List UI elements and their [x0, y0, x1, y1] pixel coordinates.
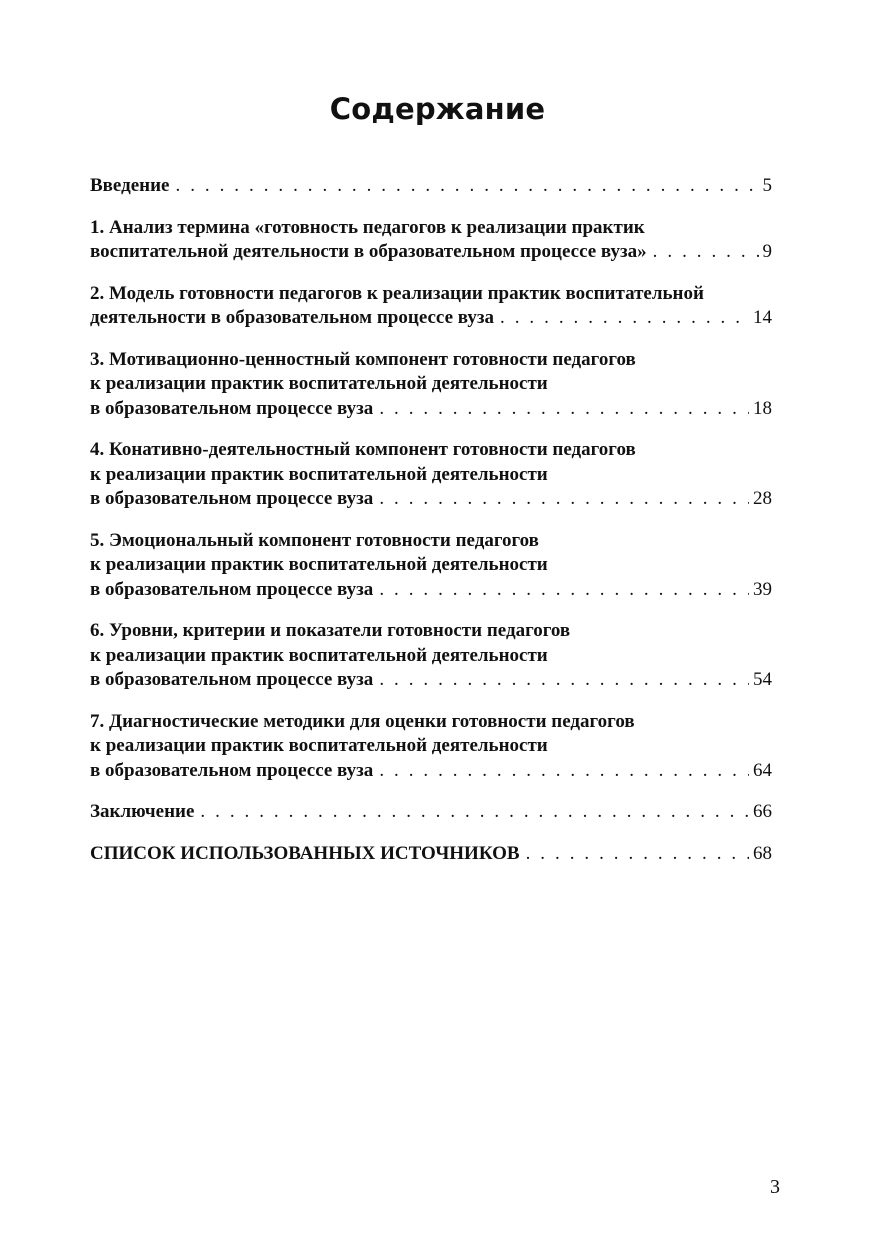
toc-entry-title: в образовательном процессе вуза [90, 488, 374, 509]
toc-page-number: 39 [753, 578, 772, 600]
toc-entry-line: к реализации практик воспитательной деятельности [90, 463, 548, 485]
toc-entry-last-line [90, 174, 772, 199]
toc-entry-references[interactable] [90, 842, 772, 867]
toc-entry-title: в образовательном процессе вуза [90, 669, 374, 690]
toc-entry-title: в образовательном процессе вуза [90, 578, 374, 600]
toc-entry-line: к реализации практик воспитательной деятельности [90, 644, 548, 666]
toc-entry-title: воспитательной деятельности в образовательном процессе вуза» [90, 241, 647, 262]
toc-entry-title: Заключение [90, 801, 195, 822]
toc-entry-title: в образовательном процессе вуза [90, 397, 374, 419]
toc-entry-chapter-7[interactable] [90, 710, 772, 784]
toc-entry-chapter-2[interactable] [90, 282, 772, 331]
toc-entry-last-line [90, 487, 772, 512]
toc-entry-line: 2. Модель готовности педагогов к реализации практик воспитательной [90, 282, 704, 304]
toc-leader-dots [379, 668, 749, 693]
toc-entry-line: 7. Диагностические методики для оценки готовности педагогов [90, 710, 635, 732]
toc-entry-last-line [90, 800, 772, 825]
toc-entry-last-line [90, 240, 772, 265]
toc-entry-introduction[interactable] [90, 174, 772, 199]
page-title: Содержание [329, 92, 546, 126]
toc-entry-line: к реализации практик воспитательной деятельности [90, 735, 548, 756]
toc-leader-dots [200, 800, 749, 825]
toc-leader-dots [379, 578, 749, 603]
toc-entry-last-line [90, 759, 772, 784]
page-number: 3 [770, 1176, 780, 1198]
toc-entry-last-line [90, 842, 772, 867]
toc-entry-last-line [90, 306, 772, 331]
toc-leader-dots [379, 397, 749, 422]
toc-entry-conclusion[interactable] [90, 800, 772, 825]
toc-entry-title: СПИСОК ИСПОЛЬЗОВАННЫХ ИСТОЧНИКОВ [90, 842, 520, 864]
toc-page-number: 5 [762, 175, 772, 196]
toc-entry-title: в образовательном процессе вуза [90, 759, 374, 781]
toc-entry-chapter-3[interactable] [90, 348, 772, 422]
toc-entry-line: 5. Эмоциональный компонент готовности педагогов [90, 529, 539, 551]
toc-entry-last-line [90, 397, 772, 422]
table-of-contents [90, 174, 772, 883]
toc-leader-dots [526, 842, 749, 867]
toc-entry-chapter-4[interactable] [90, 438, 772, 512]
toc-leader-dots [176, 174, 759, 199]
toc-leader-dots [653, 240, 759, 265]
toc-page-number: 14 [753, 307, 772, 328]
toc-leader-dots [500, 306, 749, 331]
toc-entry-line: к реализации практик воспитательной деятельности [90, 373, 548, 394]
toc-entry-line: 1. Анализ термина «готовность педагогов к реализации практик [90, 216, 645, 238]
toc-page-number: 64 [753, 759, 772, 781]
toc-entry-last-line [90, 578, 772, 603]
toc-entry-chapter-1[interactable] [90, 216, 772, 265]
toc-entry-title: Введение [90, 175, 170, 196]
toc-entry-title: деятельности в образовательном процессе вуза [90, 307, 495, 328]
toc-leader-dots [379, 759, 749, 784]
toc-entry-line: 4. Конативно-деятельностный компонент готовности педагогов [90, 439, 636, 460]
toc-entry-chapter-6[interactable] [90, 619, 772, 693]
toc-leader-dots [379, 487, 749, 512]
toc-page-number: 18 [753, 397, 772, 419]
toc-page-number: 28 [753, 488, 772, 509]
toc-entry-line: 3. Мотивационно-ценностный компонент готовности педагогов [90, 348, 636, 370]
toc-page-number: 68 [753, 842, 772, 864]
toc-entry-chapter-5[interactable] [90, 529, 772, 603]
toc-entry-line: 6. Уровни, критерии и показатели готовности педагогов [90, 620, 571, 641]
toc-entry-last-line [90, 668, 772, 693]
toc-page-number: 9 [762, 241, 772, 262]
toc-entry-line: к реализации практик воспитательной деятельности [90, 554, 548, 575]
toc-page-number: 66 [753, 801, 772, 822]
toc-page-number: 54 [753, 669, 772, 690]
